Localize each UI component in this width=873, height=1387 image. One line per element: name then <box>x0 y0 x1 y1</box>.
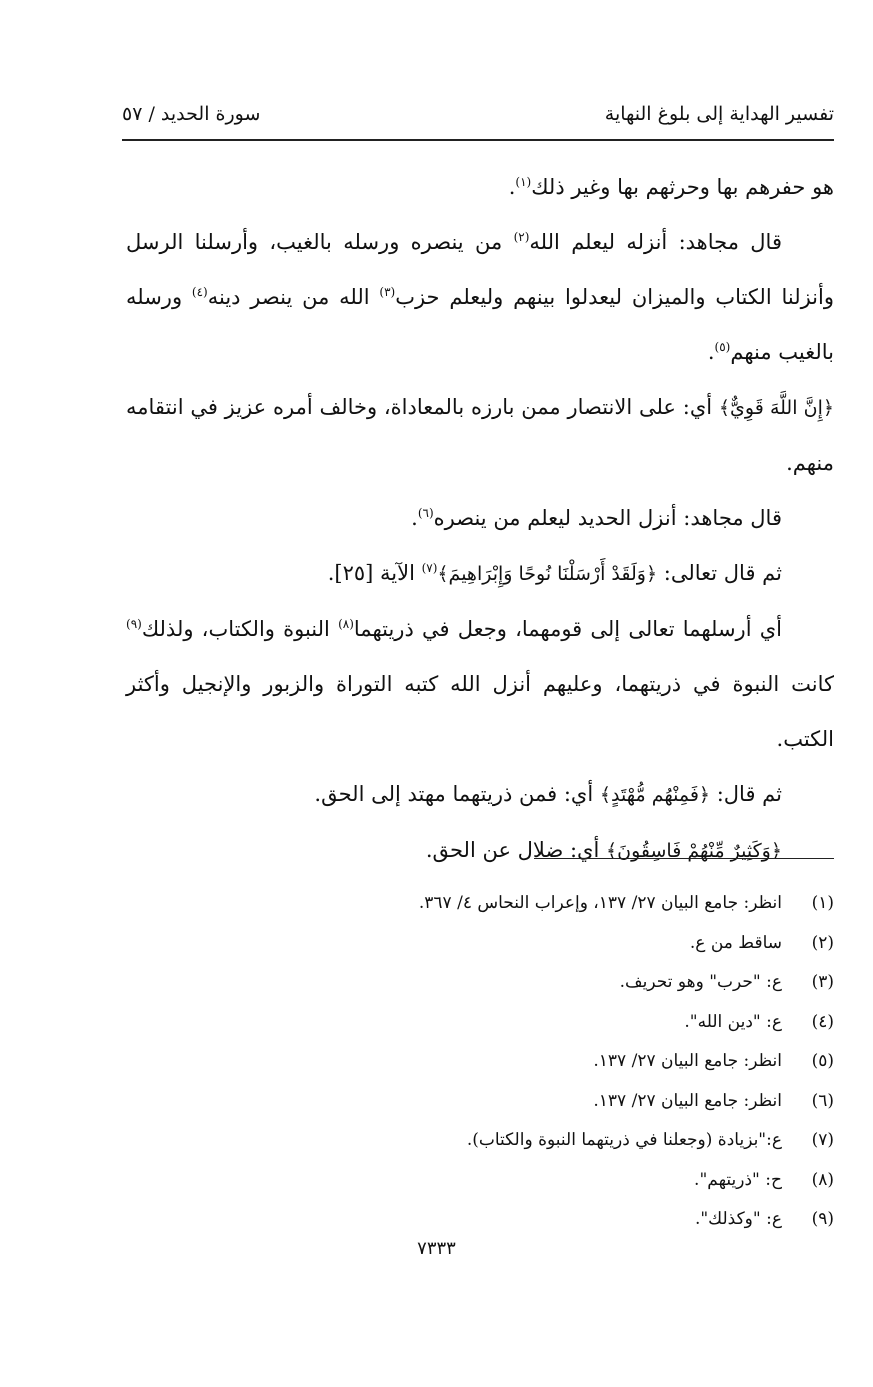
footnote-item <box>200 884 834 924</box>
footnote-text: ع:"بزيادة (وجعلنا في ذريتهما النبوة والكتاب). <box>466 1130 782 1150</box>
footnote-text: انظر: جامع البيان ٢٧/ ١٣٧، وإعراب النحاس ٤/ ٣٦٧. <box>418 893 782 913</box>
footnote-text: ح: "ذريتهم". <box>694 1169 782 1190</box>
footnote-text: ع: "حرب" وهو تحريف. <box>619 972 782 992</box>
footnote-number: (٥) <box>811 1051 834 1071</box>
footnote-item <box>200 1082 834 1122</box>
footnote-item <box>200 1121 834 1161</box>
running-header <box>122 96 834 132</box>
footnote-text: انظر: جامع البيان ٢٧/ ١٣٧. <box>593 1090 782 1111</box>
footnote-ref: (٩) <box>126 617 142 631</box>
footnote-number: (٤) <box>811 1011 834 1032</box>
paragraph-3: ﴿إِنَّ اللَّهَ قَوِيٌّ﴾ أي: على الانتصار ممن بارزه بالمعاداة، وخالف أمره عزيز في انتقامه منهم. <box>126 395 835 475</box>
surah-page-label: سورة الحديد / ٥٧ <box>122 103 261 125</box>
quran-verse: ﴿وَكَثِيرٌ مِّنْهُمْ فَاسِقُونَ﴾ <box>605 840 782 862</box>
quran-verse: ﴿إِنَّ اللَّهَ قَوِيٌّ﴾ <box>718 397 835 419</box>
quran-verse: ﴿فَمِنْهُم مُّهْتَدٍ﴾ <box>599 784 711 806</box>
footnotes-list <box>200 884 834 1240</box>
footnote-rule <box>534 858 834 859</box>
footnote-ref: (٣) <box>379 285 396 299</box>
page-number: ٧٣٣٣ <box>417 1238 456 1259</box>
footnote-text: ع: "وكذلك". <box>694 1209 782 1229</box>
footnote-item <box>200 924 834 964</box>
footnote-item <box>200 963 834 1003</box>
paragraph-4: قال مجاهد: أنزل الحديد ليعلم من ينصره$^{(٦)}$. <box>411 506 782 530</box>
footnote-number: (٣) <box>811 972 834 992</box>
main-text <box>126 160 834 879</box>
quran-verse: ﴿وَلَقَدْ أَرْسَلْنَا نُوحًا وَإِبْرَاهِيمَ﴾ <box>437 563 658 585</box>
footnote-ref: (٥) <box>714 340 731 354</box>
paragraph-2: قال مجاهد: أنزله ليعلم الله$^{(٢)}$ من ينصره ورسله بالغيب، وأرسلنا الرسل وأنزلنا الكتاب والميزان ليعدلوا بينهم وليعلم حزب$^{(٣)}$ الله من ينصر دينه$^{(٤)}$ ورسله بالغيب منهم$^{(٥)}$. <box>126 230 834 364</box>
footnote-ref: (٦) <box>417 506 434 520</box>
footnote-item <box>200 1161 834 1201</box>
header-rule <box>122 139 834 141</box>
footnote-item <box>200 1042 834 1082</box>
footnote-item <box>200 1003 834 1043</box>
footnote-ref: (٢) <box>513 230 530 244</box>
footnote-number: (١) <box>811 893 834 913</box>
footnote-text: ع: "دين الله". <box>684 1011 782 1032</box>
footnote-text: انظر: جامع البيان ٢٧/ ١٣٧. <box>593 1051 782 1071</box>
footnote-number: (٢) <box>811 932 834 953</box>
footnote-ref: (٤) <box>191 285 208 299</box>
paragraph-5: ثم قال تعالى: ﴿وَلَقَدْ أَرْسَلْنَا نُوحًا وَإِبْرَاهِيمَ﴾$^{(٧)}$ الآية [٢٥]. <box>327 561 782 585</box>
paragraph-1: هو حفرهم بها وحرثهم بها وغير ذلك$^{(١)}$. <box>508 175 834 199</box>
footnote-number: (٩) <box>811 1209 834 1229</box>
footnote-ref: (١) <box>515 175 532 189</box>
footnote-number: (٦) <box>811 1090 834 1111</box>
footnote-number: (٧) <box>811 1130 834 1150</box>
footnote-ref: (٧) <box>421 561 438 575</box>
paragraph-7: ثم قال: ﴿فَمِنْهُم مُّهْتَدٍ﴾ أي: فمن ذريتهما مهتد إلى الحق. <box>314 782 782 806</box>
footnote-number: (٨) <box>811 1169 834 1190</box>
paragraph-6: أي أرسلهما تعالى إلى قومهما، وجعل في ذريتهما$^{(٨)}$ النبوة والكتاب، ولذلك$^{(٩)}$ كانت النبوة في ذريتهما، وعليهم أنزل الله كتبه التوراة والزبور والإنجيل وأكثر الكتب. <box>126 617 834 751</box>
footnote-ref: (٨) <box>338 617 354 631</box>
paragraph-8: ﴿وَكَثِيرٌ مِّنْهُمْ فَاسِقُونَ﴾ أي: ضلال عن الحق. <box>425 838 782 862</box>
book-title: تفسير الهداية إلى بلوغ النهاية <box>604 103 834 125</box>
footnote-item <box>200 1200 834 1240</box>
footnote-text: ساقط من ع. <box>689 932 782 953</box>
